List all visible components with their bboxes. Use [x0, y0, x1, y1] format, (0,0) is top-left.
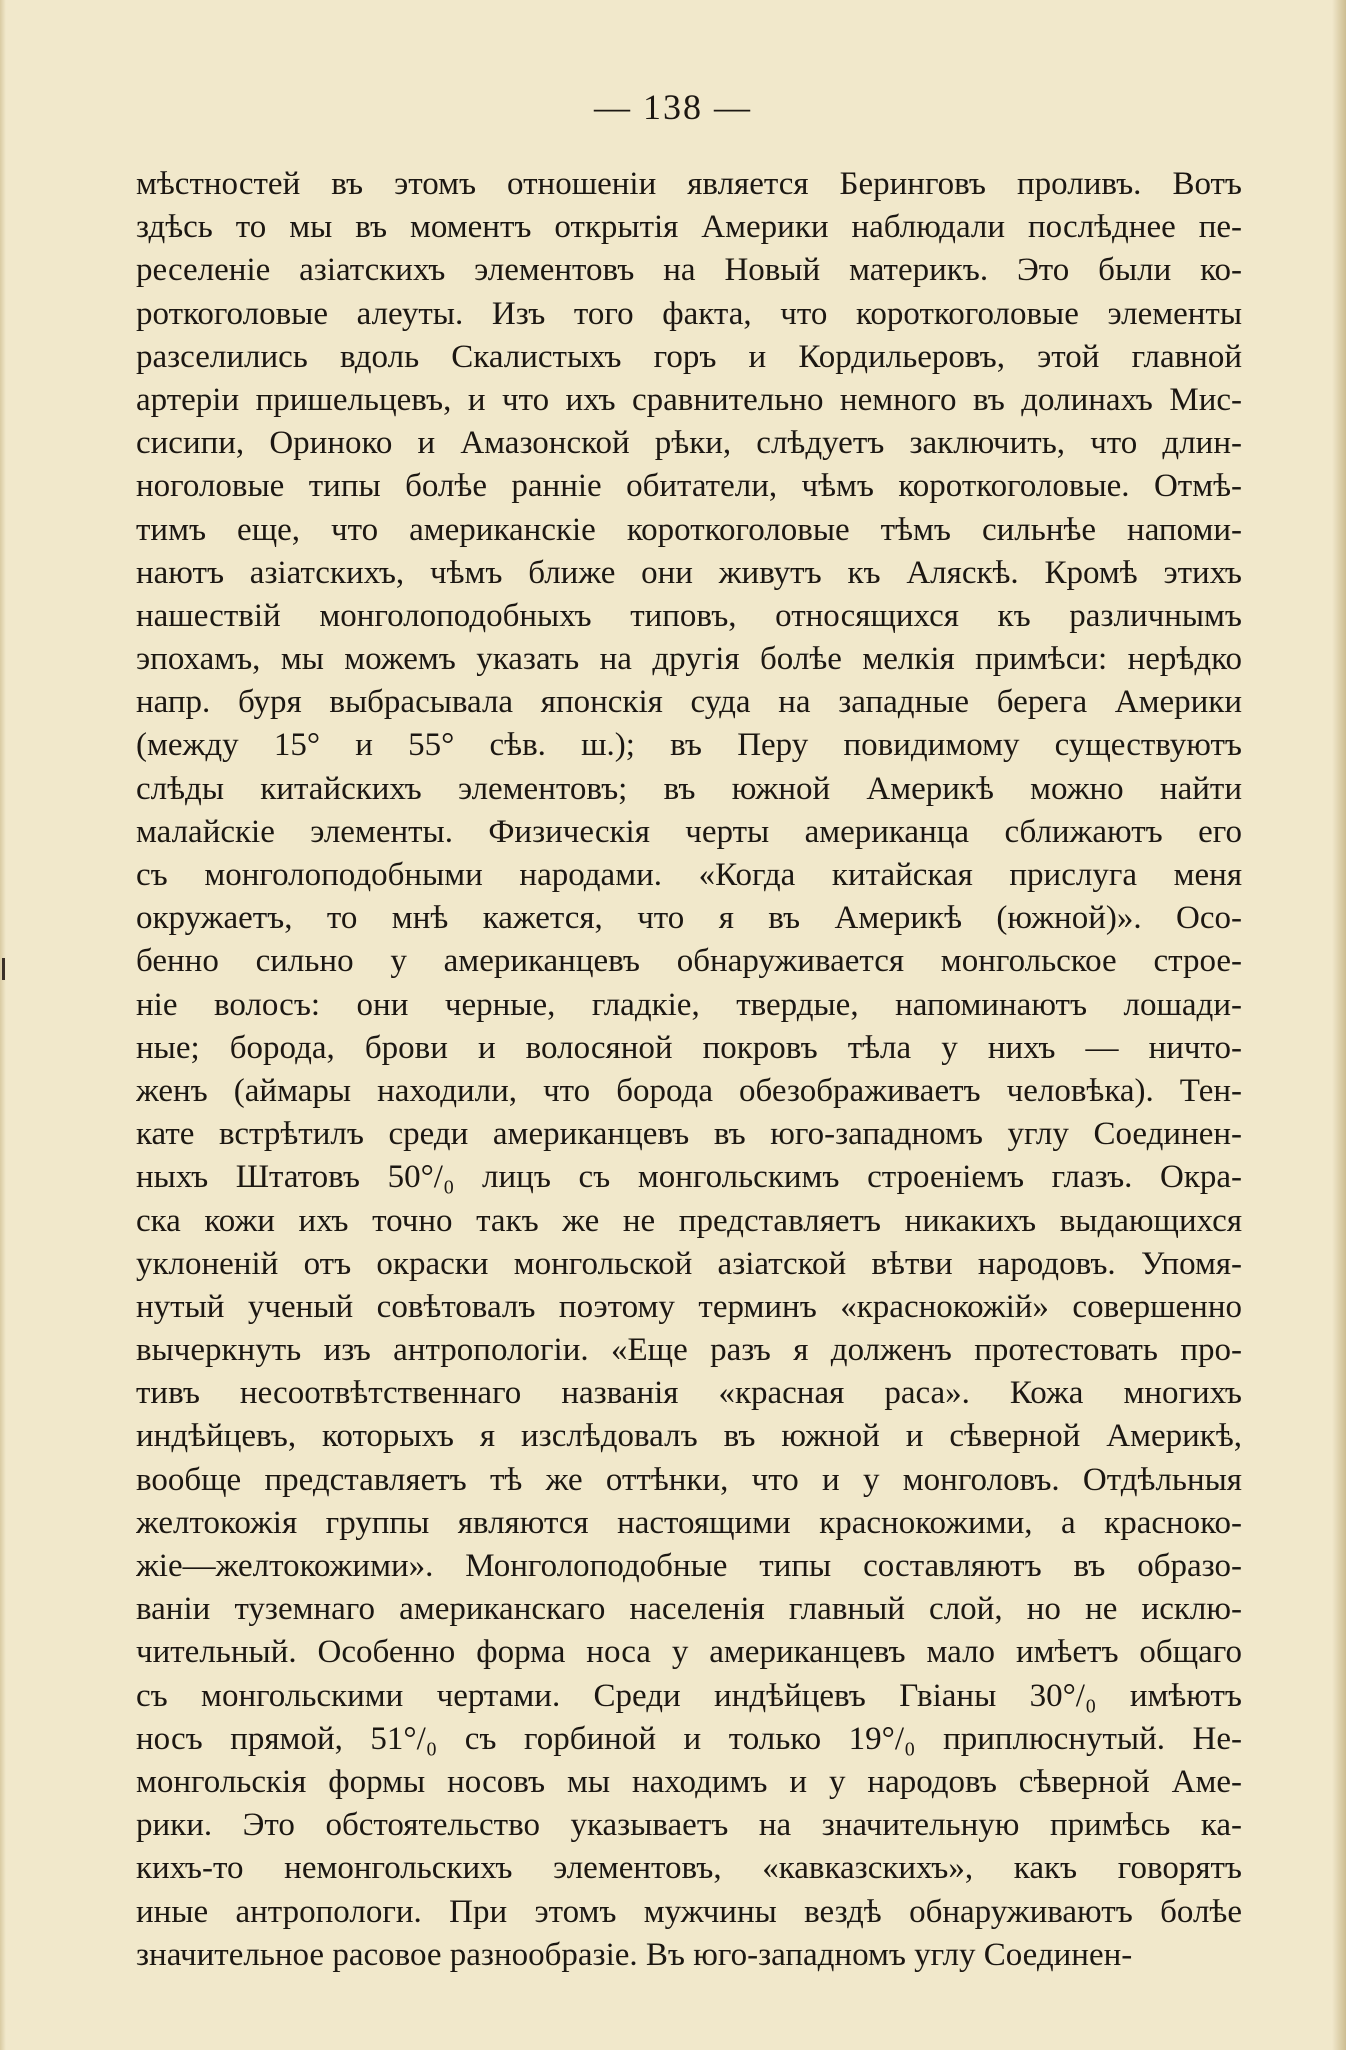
text-line: вычеркнуть изъ антропологіи. «Еще разъ я долженъ протестовать про- — [136, 1332, 1242, 1369]
page-edge-left — [0, 0, 6, 2050]
text-line: ноголовые типы болѣе ранніе обитатели, чѣмъ короткоголовые. Отмѣ- — [136, 468, 1242, 505]
text-line: напр. буря выбрасывала японскія суда на западные берега Америки — [136, 684, 1242, 721]
text-line: окружаетъ, то мнѣ кажется, что я въ Америкѣ (южной)». Осо- — [136, 900, 1242, 937]
text-line: артеріи пришельцевъ, и что ихъ сравнительно немного въ долинахъ Мис- — [136, 381, 1242, 418]
text-line: ваніи туземнаго американскаго населенія главный слой, но не исклю- — [136, 1591, 1242, 1628]
text-line: вообще представляетъ тѣ же оттѣнки, что и у монголовъ. Отдѣльныя — [136, 1461, 1242, 1498]
page-edge-right — [1332, 0, 1346, 2050]
margin-mark — [2, 958, 5, 980]
text-line: кате встрѣтилъ среди американцевъ въ юго-западномъ углу Соединен- — [136, 1116, 1242, 1153]
text-line: (между 15° и 55° сѣв. ш.); въ Перу повидимому существуютъ — [136, 727, 1242, 764]
text-line: жіе—желтокожими». Монголоподобные типы составляютъ въ образо- — [136, 1548, 1242, 1584]
text-line: съ монголоподобными народами. «Когда китайская прислуга меня — [136, 857, 1242, 893]
text-line: иные антропологи. При этомъ мужчины вездѣ обнаруживаютъ болѣе — [136, 1893, 1242, 1930]
text-line: мѣстностей въ этомъ отношеніи является Беринговъ проливъ. Вотъ — [136, 166, 1242, 202]
text-line: ніе волосъ: они черные, гладкіе, твердые, напоминаютъ лошади- — [136, 986, 1242, 1023]
text-line: ные; борода, брови и волосяной покровъ тѣла у нихъ — ничто- — [136, 1029, 1242, 1066]
text-line: сисипи, Ориноко и Амазонской рѣки, слѣдуетъ заключить, что длин- — [136, 425, 1242, 462]
text-line: наютъ азіатскихъ, чѣмъ ближе они живутъ къ Аляскѣ. Кромѣ этихъ — [136, 554, 1242, 591]
body-text — [136, 163, 1242, 1977]
text-line: роткоголовые алеуты. Изъ того факта, что короткоголовые элементы — [136, 295, 1242, 332]
text-line: чительный. Особенно форма носа у американцевъ мало имѣетъ общаго — [136, 1634, 1242, 1671]
text-line: ныхъ Штатовъ 50°/₀ лицъ съ монгольскимъ строеніемъ глазъ. Окра- — [136, 1159, 1242, 1196]
text-line: значительное расовое разнообразіе. Въ юго-западномъ углу Соединен- — [136, 1936, 1133, 1973]
text-line: женъ (аймары находили, что борода обезображиваетъ человѣка). Тен- — [136, 1072, 1242, 1109]
text-line: бенно сильно у американцевъ обнаруживается монгольское строе- — [136, 943, 1242, 980]
text-line: разселились вдоль Скалистыхъ горъ и Кордильеровъ, этой главной — [136, 338, 1242, 375]
text-line: малайскіе элементы. Физическія черты американца сближаютъ его — [136, 813, 1242, 850]
text-line: эпохамъ, мы можемъ указать на другія болѣе мелкія примѣси: нерѣдко — [136, 641, 1242, 678]
page-number: — 138 — — [594, 87, 752, 127]
text-line: ска кожи ихъ точно такъ же не представляетъ никакихъ выдающихся — [136, 1202, 1242, 1239]
text-line: индѣйцевъ, которыхъ я изслѣдовалъ въ южной и сѣверной Америкѣ, — [136, 1418, 1242, 1455]
text-line: нутый ученый совѣтовалъ поэтому терминъ «краснокожій» совершенно — [136, 1288, 1242, 1325]
text-line: нашествій монголоподобныхъ типовъ, относящихся къ различнымъ — [136, 597, 1242, 634]
text-line: тивъ несоотвѣтственнаго названія «красная раса». Кожа многихъ — [136, 1375, 1242, 1412]
text-line: тимъ еще, что американскіе короткоголовые тѣмъ сильнѣе напоми- — [136, 511, 1242, 548]
text-line: рики. Это обстоятельство указываетъ на значительную примѣсь ка- — [136, 1807, 1242, 1844]
text-line: здѣсь то мы въ моментъ открытія Америки наблюдали послѣднее пе- — [136, 209, 1242, 246]
text-line: съ монгольскими чертами. Среди индѣйцевъ Гвіаны 30°/₀ имѣютъ — [136, 1677, 1242, 1714]
text-line: кихъ-то немонгольскихъ элементовъ, «кавказскихъ», какъ говорятъ — [136, 1850, 1242, 1887]
text-line: уклоненій отъ окраски монгольской азіатской вѣтви народовъ. Упомя- — [136, 1245, 1242, 1282]
text-line: слѣды китайскихъ элементовъ; въ южной Америкѣ можно найти — [136, 770, 1242, 807]
text-line: носъ прямой, 51°/₀ съ горбиной и только 19°/₀ приплюснутый. Не- — [136, 1720, 1242, 1757]
text-line: монгольскія формы носовъ мы находимъ и у народовъ сѣверной Аме- — [136, 1763, 1242, 1800]
text-line: желтокожія группы являются настоящими краснокожими, а красноко- — [136, 1504, 1242, 1541]
text-line: реселеніе азіатскихъ элементовъ на Новый материкъ. Это были ко- — [136, 252, 1242, 289]
